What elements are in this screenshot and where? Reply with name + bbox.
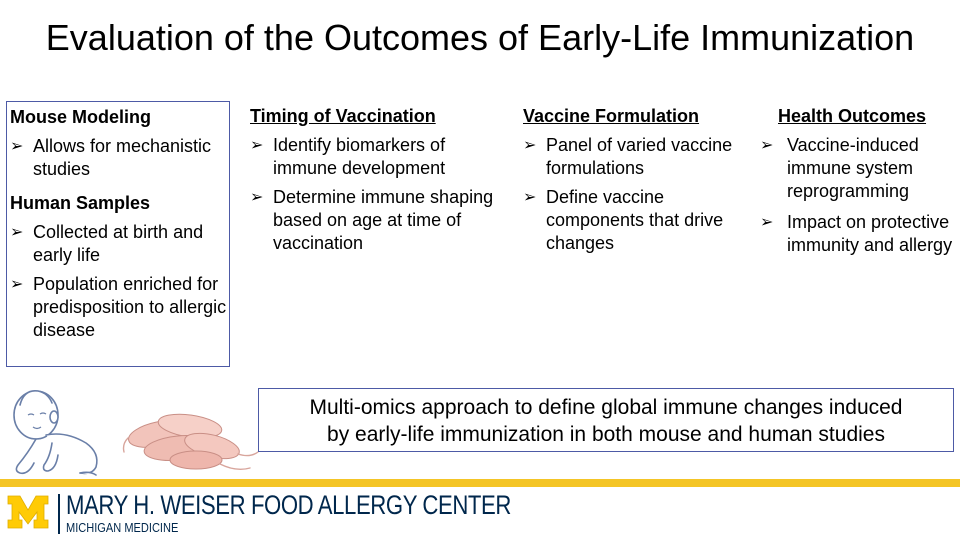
list-item: ➢ Identify biomarkers of immune development [250, 135, 446, 178]
list-item: ➢ Population enriched for predisposition to allergic disease [10, 274, 227, 340]
mouse-human-box [6, 101, 230, 367]
mouse-modeling-heading: Mouse Modeling [10, 107, 151, 127]
arrow-bullet-icon: ➢ [523, 137, 537, 154]
multi-omics-callout [258, 388, 954, 452]
health-column [760, 105, 956, 265]
formulation-heading: Vaccine Formulation [523, 106, 700, 126]
university-of-michigan-block-m-icon [6, 492, 50, 532]
callout-line-2: by early-life immunization in both mouse and human studies [327, 423, 885, 446]
arrow-bullet-icon: ➢ [10, 138, 24, 155]
footer-divider-bar [0, 479, 960, 487]
arrow-bullet-icon: ➢ [760, 214, 774, 231]
list-item: ➢ Determine immune shaping based on age at time of vaccination [250, 187, 494, 253]
mouse-modeling-list [10, 135, 229, 181]
baby-illustration-icon [0, 385, 118, 477]
center-name: MARY H. WEISER FOOD ALLERGY CENTER [66, 490, 511, 520]
human-samples-list [10, 221, 229, 342]
arrow-bullet-icon: ➢ [10, 224, 24, 241]
list-item: ➢ Panel of varied vaccine formulations [523, 135, 733, 178]
timing-heading: Timing of Vaccination [250, 106, 436, 126]
health-list [760, 134, 956, 257]
arrow-bullet-icon: ➢ [250, 137, 264, 154]
list-item: ➢ Vaccine-induced immune system reprogramming [760, 135, 919, 201]
arrow-bullet-icon: ➢ [250, 189, 264, 206]
michigan-medicine-label: MICHIGAN MEDICINE [66, 520, 179, 535]
human-samples-heading: Human Samples [10, 193, 151, 213]
arrow-bullet-icon: ➢ [10, 276, 24, 293]
list-item: ➢ Collected at birth and early life [10, 222, 204, 265]
slide-title: Evaluation of the Outcomes of Early-Life Immunization [45, 17, 915, 58]
timing-column [250, 105, 508, 261]
list-item: ➢ Impact on protective immunity and allergy [760, 212, 953, 255]
health-heading: Health Outcomes [778, 106, 927, 126]
formulation-list [523, 134, 745, 255]
logo-separator [58, 494, 60, 534]
arrow-bullet-icon: ➢ [760, 137, 774, 154]
formulation-column [523, 105, 745, 261]
callout-line-1: Multi-omics approach to define global immune changes induced [309, 396, 903, 419]
list-item: ➢ Allows for mechanistic studies [10, 136, 212, 179]
mouse-pups-icon [120, 398, 260, 476]
arrow-bullet-icon: ➢ [523, 189, 537, 206]
list-item: ➢ Define vaccine components that drive changes [523, 187, 724, 253]
timing-list [250, 134, 508, 255]
